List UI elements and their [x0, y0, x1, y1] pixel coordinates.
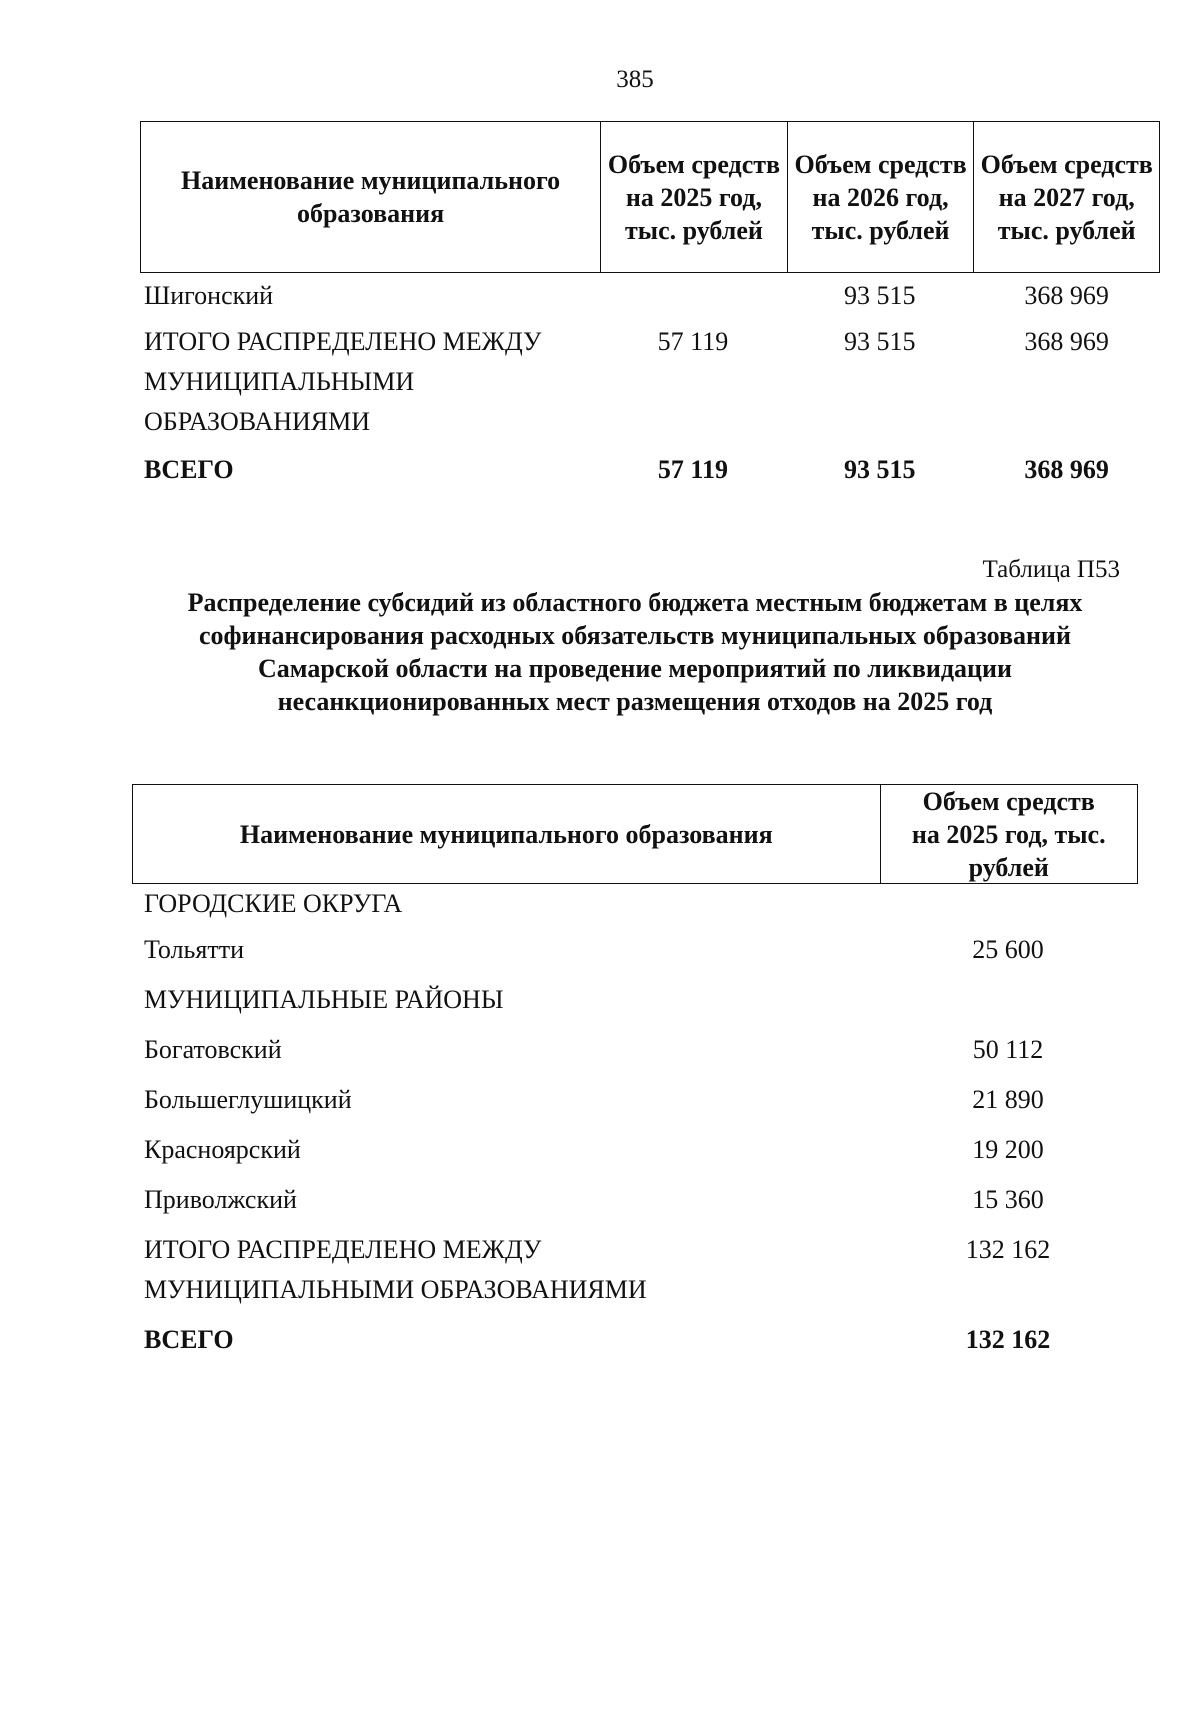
table-row	[140, 1180, 1140, 1220]
table1-header-2026: Объем средств на 2026 год, тыс. рублей	[787, 122, 974, 272]
row-name: ИТОГО РАСПРЕДЕЛЕНО МЕЖДУ МУНИЦИПАЛЬНЫМИ ОБРАЗОВАНИЯМИ	[144, 1235, 647, 1304]
table-total-row	[140, 1320, 1140, 1360]
row-value: 15 360	[972, 1185, 1044, 1214]
row-name: Большеглушицкий	[144, 1085, 352, 1114]
row-name: Шигонский	[144, 281, 274, 310]
table1-header-2027: Объем средств на 2027 год, тыс. рублей	[973, 122, 1159, 272]
row-value: 25 600	[972, 935, 1044, 964]
row-value-2027: 368 969	[1024, 327, 1109, 356]
table2-header-2025	[880, 785, 1137, 883]
table2-header	[132, 784, 1138, 884]
caption-text: Распределение субсидий из областного бюджета местным бюджетам в целях софинансирования расходных обязательств муниципальных образований Самарской области на проведение мероприятий по ликвидации несанкционированных мест размещения отходов на 2025 год	[187, 588, 1083, 716]
total-name: ВСЕГО	[144, 455, 234, 484]
table-row	[140, 1230, 1140, 1310]
total-value-2026: 93 515	[844, 455, 916, 484]
table-row	[140, 1030, 1140, 1070]
row-name: Богатовский	[144, 1035, 282, 1064]
row-name: ГОРОДСКИЕ ОКРУГА	[144, 889, 403, 918]
row-value: 21 890	[972, 1085, 1044, 1114]
row-value	[880, 980, 1136, 1020]
row-value-2026: 93 515	[844, 327, 916, 356]
row-value: 132 162	[965, 1235, 1051, 1264]
row-name: Красноярский	[144, 1135, 301, 1164]
table-row	[140, 884, 1140, 924]
row-value-2025: 57 119	[657, 327, 729, 356]
total-value: 132 162	[965, 1325, 1051, 1354]
page-number: 385	[616, 66, 654, 93]
row-value: 19 200	[972, 1135, 1044, 1164]
table1-header	[140, 121, 1160, 273]
table-row	[140, 980, 1140, 1020]
total-value-2027: 368 969	[1024, 455, 1109, 484]
table-label: Таблица П53	[982, 556, 1120, 583]
table-row	[140, 1130, 1140, 1170]
row-value-2027: 368 969	[1024, 281, 1109, 310]
row-value: 50 112	[972, 1035, 1044, 1064]
total-value-2025: 57 119	[657, 455, 728, 484]
table-row	[140, 276, 1160, 316]
row-name: Приволжский	[144, 1185, 297, 1214]
table1-header-name: Наименование муниципального образования	[180, 166, 561, 228]
row-value-2025	[600, 276, 787, 316]
row-value	[880, 884, 1136, 924]
row-value-2026: 93 515	[844, 281, 916, 310]
table1-header-2025: Объем средств на 2025 год, тыс. рублей	[600, 122, 787, 272]
row-name: МУНИЦИПАЛЬНЫЕ РАЙОНЫ	[144, 985, 504, 1014]
table1-body	[140, 276, 1160, 490]
table2-body	[140, 884, 1140, 1370]
total-name: ВСЕГО	[144, 1325, 234, 1354]
table-total-row	[140, 450, 1160, 490]
table2-header-2025-text: Объем средств на 2025 год, тыс. рублей	[911, 786, 1106, 882]
table-row	[140, 930, 1140, 970]
row-name: Тольятти	[144, 935, 245, 964]
table2-header-name: Наименование муниципального образования	[239, 819, 773, 849]
row-name: ИТОГО РАСПРЕДЕЛЕНО МЕЖДУ МУНИЦИПАЛЬНЫМИ ОБРАЗОВАНИЯМИ	[144, 327, 542, 436]
table-caption	[0, 586, 1200, 718]
table-row	[140, 322, 1160, 442]
table-row	[140, 1080, 1140, 1120]
